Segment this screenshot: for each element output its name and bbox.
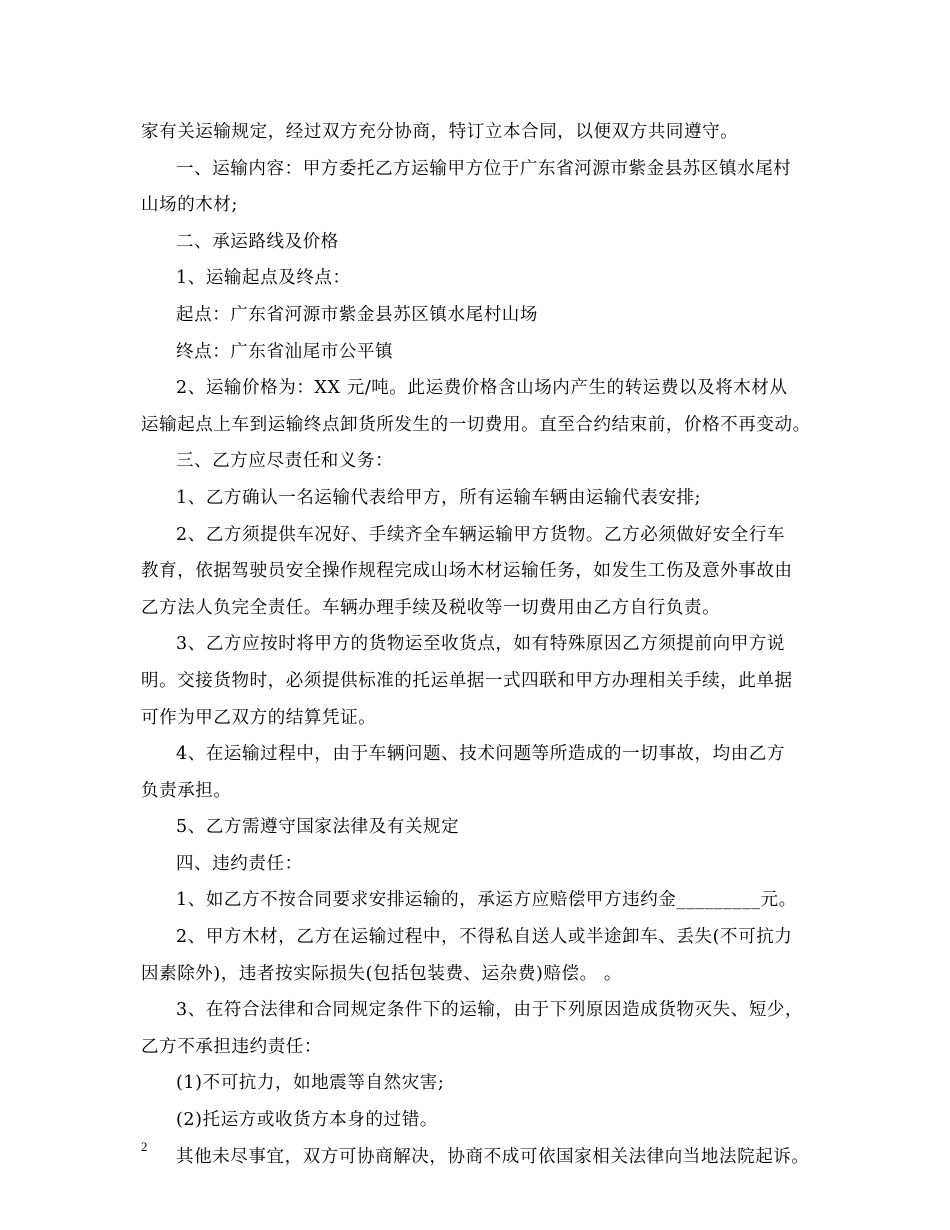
text-line: 乙方法人负完全责任。车辆办理手续及税收等一切费用由乙方自行负责。: [141, 597, 721, 618]
text-line: 四、违约责任：: [176, 853, 303, 874]
text-line: 可作为甲乙双方的结算凭证。: [141, 707, 377, 728]
text-line: (2)托运方或收货方本身的过错。: [176, 1110, 438, 1131]
text-line: 起点：广东省河源市紫金县苏区镇水尾村山场: [176, 304, 538, 325]
text-line: 教育，依据驾驶员安全操作规程完成山场木材运输任务，如发生工伤及意外事故由: [141, 561, 793, 582]
text-line: 家有关运输规定，经过双方充分协商，特订立本合同，以便双方共同遵守。: [141, 122, 739, 142]
document-body: [141, 114, 827, 1175]
text-line: 1、乙方确认一名运输代表给甲方，所有运输车辆由运输代表安排;: [176, 487, 702, 508]
page-number: 2: [141, 1139, 148, 1154]
text-line: 3、乙方应按时将甲方的货物运至收货点，如有特殊原因乙方须提前向甲方说: [176, 634, 786, 655]
text-line: 4、在运输过程中，由于车辆问题、技术问题等所造成的一切事故，均由乙方: [176, 744, 786, 765]
text-line: 山场的木材;: [141, 195, 238, 216]
text-line: 其他未尽事宜，双方可协商解决，协商不成可依国家相关法律向当地法院起诉。: [176, 1146, 810, 1167]
text-line: 负责承担。: [141, 780, 232, 801]
text-line: 三、乙方应尽责任和义务：: [176, 451, 394, 472]
text-line: 3、在符合法律和合同规定条件下的运输，由于下列原因造成货物灭失、短少，: [176, 1000, 804, 1021]
text-line: 终点：广东省汕尾市公平镇: [176, 341, 394, 362]
text-line: 2、甲方木材，乙方在运输过程中，不得私自送人或半途卸车、丢失(不可抗力: [176, 927, 793, 948]
text-line: 运输起点上车到运输终点卸货所发生的一切费用。直至合约结束前，价格不再变动。: [141, 414, 811, 435]
text-line: 一、运输内容：甲方委托乙方运输甲方位于广东省河源市紫金县苏区镇水尾村: [176, 158, 792, 179]
text-line: 1、运输起点及终点：: [176, 268, 351, 289]
text-line: 明。交接货物时，必须提供标准的托运单据一式四联和甲方办理相关手续，此单据: [141, 670, 793, 691]
text-line: 2、运输价格为：XX 元/吨。此运费价格含山场内产生的转运费以及将木材从: [176, 378, 788, 399]
text-line: 因素除外)，违者按实际损失(包括包装费、运杂费)赔偿。 。: [141, 963, 622, 984]
text-line: 2、乙方须提供车况好、手续齐全车辆运输甲方货物。乙方必须做好安全行车: [176, 524, 786, 545]
text-line: 二、承运路线及价格: [176, 231, 339, 252]
text-line: 乙方不承担违约责任：: [141, 1036, 322, 1057]
text-line: (1)不可抗力，如地震等自然灾害;: [176, 1073, 445, 1094]
text-line: 1、如乙方不按合同要求安排运输的，承运方应赔偿甲方违约金_________元。: [176, 890, 797, 911]
text-line: 5、乙方需遵守国家法律及有关规定: [176, 817, 460, 838]
